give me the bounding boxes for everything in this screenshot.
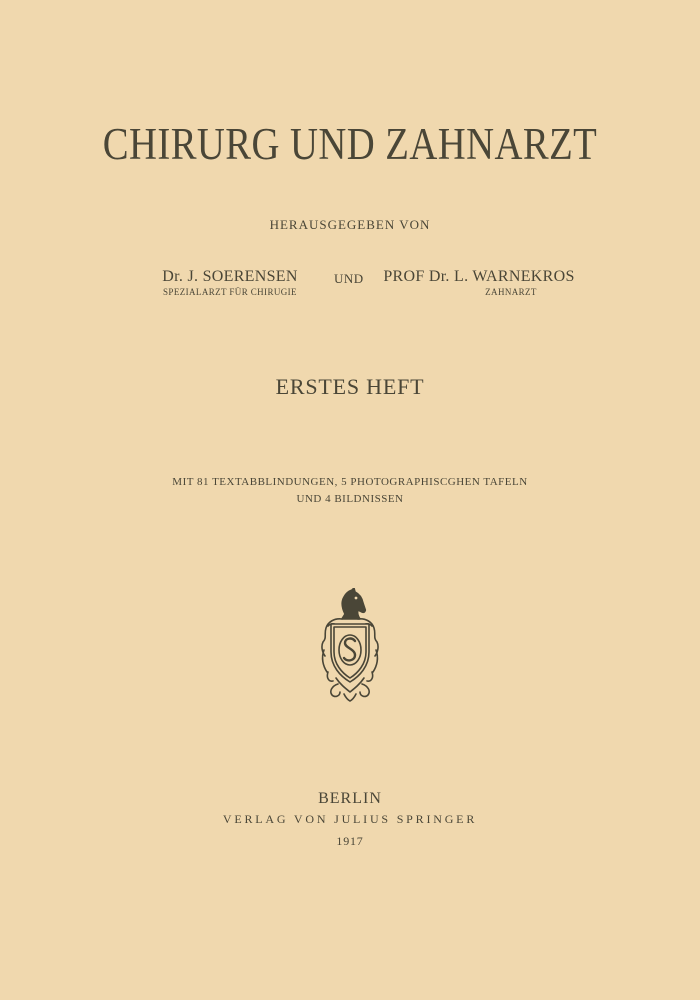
imprint-year: 1917 bbox=[336, 834, 364, 848]
illustrations-line-2: UND 4 BILDNISSEN bbox=[296, 493, 404, 505]
editor-name: PROF Dr. L. WARNEKROS bbox=[383, 268, 575, 285]
imprint-publisher: VERLAG VON JULIUS SPRINGER bbox=[222, 812, 478, 826]
editor-name: Dr. J. SOERENSEN bbox=[162, 268, 298, 285]
editor-role: ZAHNARZT bbox=[485, 287, 537, 297]
editor-soerensen bbox=[150, 268, 310, 297]
editors-row bbox=[0, 268, 700, 308]
springer-knight-emblem-icon bbox=[318, 588, 382, 702]
editor-role: SPEZIALARZT FÜR CHIRUGIE bbox=[163, 287, 297, 297]
issue-label: ERSTES HEFT bbox=[275, 374, 425, 399]
editors-conjunction: UND bbox=[334, 271, 364, 286]
illustrations-line-1: MIT 81 TEXTABBLINDUNGEN, 5 PHOTOGRAPHISCGHEN TAFELN bbox=[172, 476, 528, 488]
editor-warnekros bbox=[380, 268, 578, 297]
edited-by-label: HERAUSGEGEBEN VON bbox=[269, 217, 431, 232]
book-title: CHIRURG UND ZAHNARZT bbox=[102, 119, 598, 169]
illustrations-note bbox=[0, 474, 700, 508]
imprint-city: BERLIN bbox=[318, 790, 382, 807]
